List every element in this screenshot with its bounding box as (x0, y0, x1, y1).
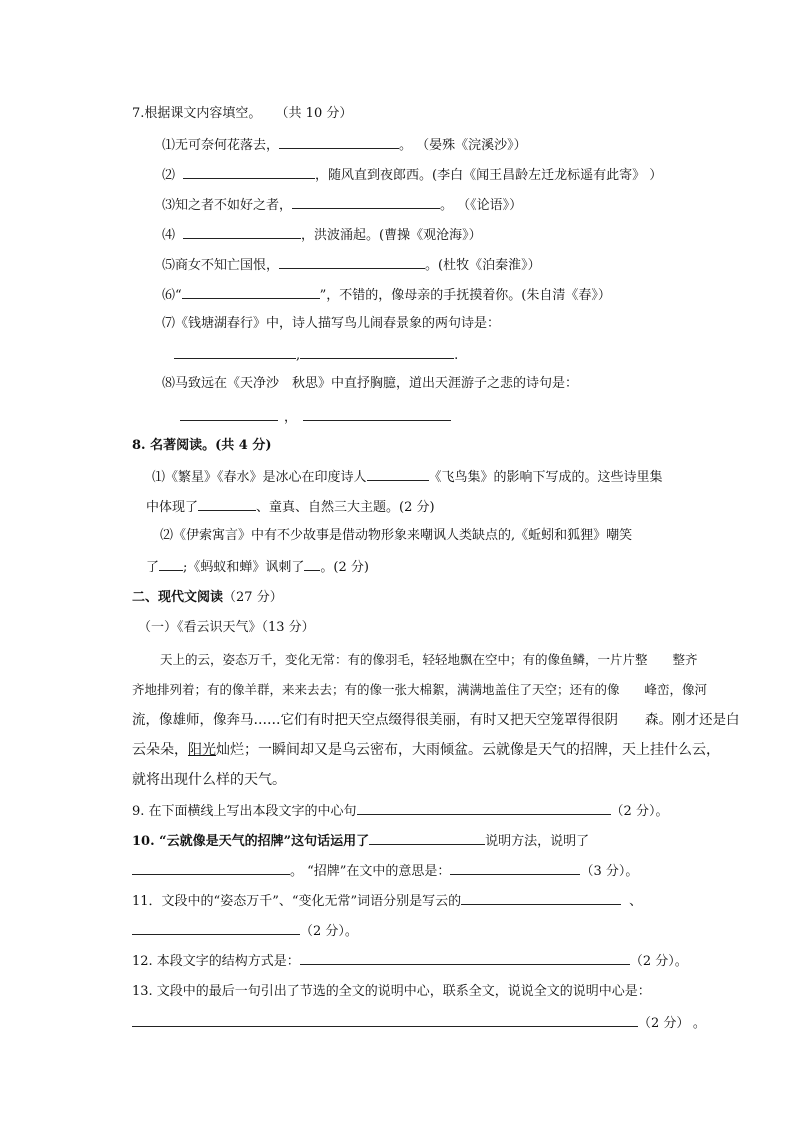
q13-line-2 (132, 1012, 706, 1034)
q7-item-8-text: ⑻马致远在《天净沙 秋思》中直抒胸臆，道出天涯游子之悲的诗句是： (162, 376, 579, 391)
q9-text: 9. 在下面横线上写出本段文字的中心句 (132, 804, 357, 819)
passage-line-3: 流，像雄师，像奔马……它们有时把天空点缀得很美丽，有时又把天空笼罩得很阴 森。刚才还是白 (132, 712, 740, 728)
passage-line-4 (132, 740, 720, 760)
q7-title: 7.根据课文内容填空。 (132, 106, 262, 121)
q7-item-2-text: ，随风直到夜郎西。(李白《闻王昌龄左迁龙标遥有此寄》 ） (315, 168, 663, 183)
q12 (132, 950, 688, 972)
q7-item-8-blank-2[interactable] (303, 406, 451, 421)
q9-blank[interactable] (357, 800, 611, 815)
q7-item-5 (162, 254, 541, 276)
q10-score: （3 分）。 (580, 864, 639, 879)
q7-item-1 (162, 134, 527, 156)
q8-p2-blank-1[interactable] (159, 556, 183, 571)
q7-item-3-text: ⑶知之者不如好之者， (162, 198, 293, 213)
q13-score: （2 分） (638, 1016, 683, 1031)
q7-item-7 (162, 314, 500, 334)
q12-score: （2 分）。 (629, 954, 688, 969)
q8-part-2-line-1 (160, 526, 632, 546)
q7-item-4-text: ，洪波涌起。(曹操《观沧海》） (301, 228, 482, 243)
q7-item-8-sep: ， (284, 410, 298, 425)
q7-item-7-end: . (454, 348, 459, 363)
q7-item-6-open: ⑹“ (162, 288, 182, 303)
q7-item-6 (162, 284, 611, 306)
q7-item-5-text: ⑸商女不知亡国恨， (162, 258, 280, 273)
q7-item-3 (162, 194, 522, 216)
q7-item-2-blank[interactable] (183, 164, 315, 179)
q10-blank-method[interactable] (369, 830, 485, 845)
q11-line-1 (132, 890, 642, 912)
q7-item-3-blank[interactable] (292, 194, 440, 209)
passage-underlined-word: 阳光 (188, 742, 216, 758)
passage-line-1: 天上的云，姿态万千，变化无常：有的像羽毛，轻轻地飘在空中；有的像鱼鳞，一片片整 整齐 (160, 652, 698, 667)
q7-item-8 (162, 374, 578, 394)
q11-score: （2 分）。 (300, 924, 358, 939)
q7-item-5-source: 。(杜牧《泊秦淮》） (425, 258, 541, 273)
q7-item-7-answer (174, 344, 458, 366)
q7-item-3-source: 。 （《论语》） (440, 198, 523, 213)
q8-p2-blank-2[interactable] (304, 556, 320, 571)
q7-heading (132, 104, 352, 124)
q11-blank-2[interactable] (132, 920, 300, 935)
q7-item-7-blank-1[interactable] (174, 344, 296, 359)
q11-text: 11．文段中的“姿态万千”、“变化无常”词语分别是写云的 (132, 894, 462, 909)
q7-item-4-blank[interactable] (183, 224, 301, 239)
q11-sep: 、 (629, 894, 643, 909)
q8-p1-text-c: 中体现了 (146, 500, 199, 515)
q8-part-1-line-1 (152, 466, 663, 488)
q7-item-7-sep: , (296, 348, 301, 363)
q7-item-1-blank[interactable] (279, 134, 399, 149)
q10-text-c: 。 “招牌”在文中的意思是： (290, 864, 451, 879)
q13-line-1: 13. 文段中的最后一句引出了节选的全文的说明中心，联系全文，说说全文的说明中心是： (132, 984, 651, 999)
q8-p2-text-c: ;《蚂蚁和蝉》讽刺了 (183, 560, 305, 575)
q8-p1-text-a: ⑴《繁星》《春水》是冰心在印度诗人 (152, 470, 367, 485)
q7-item-1-text: ⑴无可奈何花落去， (162, 138, 280, 153)
q8-title: 8. 名著阅读。(共 4 分) (132, 438, 272, 453)
q10-line-2 (132, 860, 638, 882)
q9 (132, 800, 668, 822)
q8-p2-text-a: ⑵《伊索寓言》中有不少故事是借动物形象来嘲讽人类缺点的,《蚯蚓和狐狸》嘲笑 (160, 528, 633, 543)
q12-blank[interactable] (300, 950, 630, 965)
q8-p1-blank-theme[interactable] (198, 496, 256, 511)
q7-item-4 (162, 224, 482, 246)
passage-line-5: 就将出现什么样的天气。 (132, 772, 286, 788)
q7-item-8-blank-1[interactable] (180, 406, 278, 421)
passage-line-2: 齐地排列着；有的像羊群，来来去去；有的像一张大棉絮，满满地盖住了天空；还有的像 峰峦，像河 (132, 682, 708, 697)
q8-p2-text-d: 。(2 分) (320, 560, 369, 575)
q8-p1-text-d: 、童真、自然三大主题。(2 分) (256, 500, 435, 515)
q7-item-6-blank[interactable] (182, 284, 320, 299)
q8-p1-blank-poet[interactable] (367, 466, 429, 481)
q9-score: （2 分）。 (610, 804, 669, 819)
q8-p1-text-b: 《飞鸟集》的影响下写成的。这些诗里集 (428, 470, 663, 485)
q7-item-1-source: 。 （晏殊《浣溪沙》） (399, 138, 527, 153)
q13-end: 。 (692, 1016, 706, 1031)
q7-item-7-text: ⑺《钱塘湖春行》中，诗人描写鸟儿闹春景象的两句诗是： (162, 316, 501, 331)
section-2-subtitle: （一）《看云识天气》（13 分） (138, 620, 315, 635)
passage-line-4-b: 灿烂；一瞬间却又是乌云密布，大雨倾盆。云就像是天气的招牌，天上挂什么云， (216, 742, 720, 758)
q10-text-b: 说明方法，说明了 (485, 834, 590, 849)
q10-line-1 (132, 830, 589, 852)
section-2-heading (132, 588, 283, 608)
q7-item-4-num: ⑷ (162, 228, 176, 243)
q10-blank-meaning[interactable] (132, 860, 290, 875)
section-2-title: 二、现代文阅读 (132, 590, 224, 605)
q8-p2-text-b: 了 (146, 560, 160, 575)
q7-item-8-answer (180, 406, 451, 428)
q10-text-a: 10. “云就像是天气的招牌”这句话运用了 (132, 834, 370, 849)
passage-line-4-a: 云朵朵， (132, 742, 188, 758)
q7-score: （共 10 分） (275, 106, 353, 121)
q10-blank-signboard[interactable] (450, 860, 580, 875)
q11-line-2 (132, 920, 358, 942)
q7-item-7-blank-2[interactable] (300, 344, 454, 359)
q8-part-2-line-2 (146, 556, 369, 578)
section-2-score: （27 分） (223, 590, 283, 605)
q12-text: 12. 本段文字的结构方式是： (132, 954, 300, 969)
q8-part-1-line-2 (146, 496, 435, 518)
q7-item-2-num: ⑵ (162, 168, 176, 183)
q13-blank[interactable] (132, 1012, 638, 1027)
q11-blank-1[interactable] (461, 890, 621, 905)
q7-item-2 (162, 164, 662, 186)
q7-item-5-blank[interactable] (279, 254, 425, 269)
q7-item-6-text: ”，不错的，像母亲的手抚摸着你。(朱自清《春》） (319, 288, 611, 303)
